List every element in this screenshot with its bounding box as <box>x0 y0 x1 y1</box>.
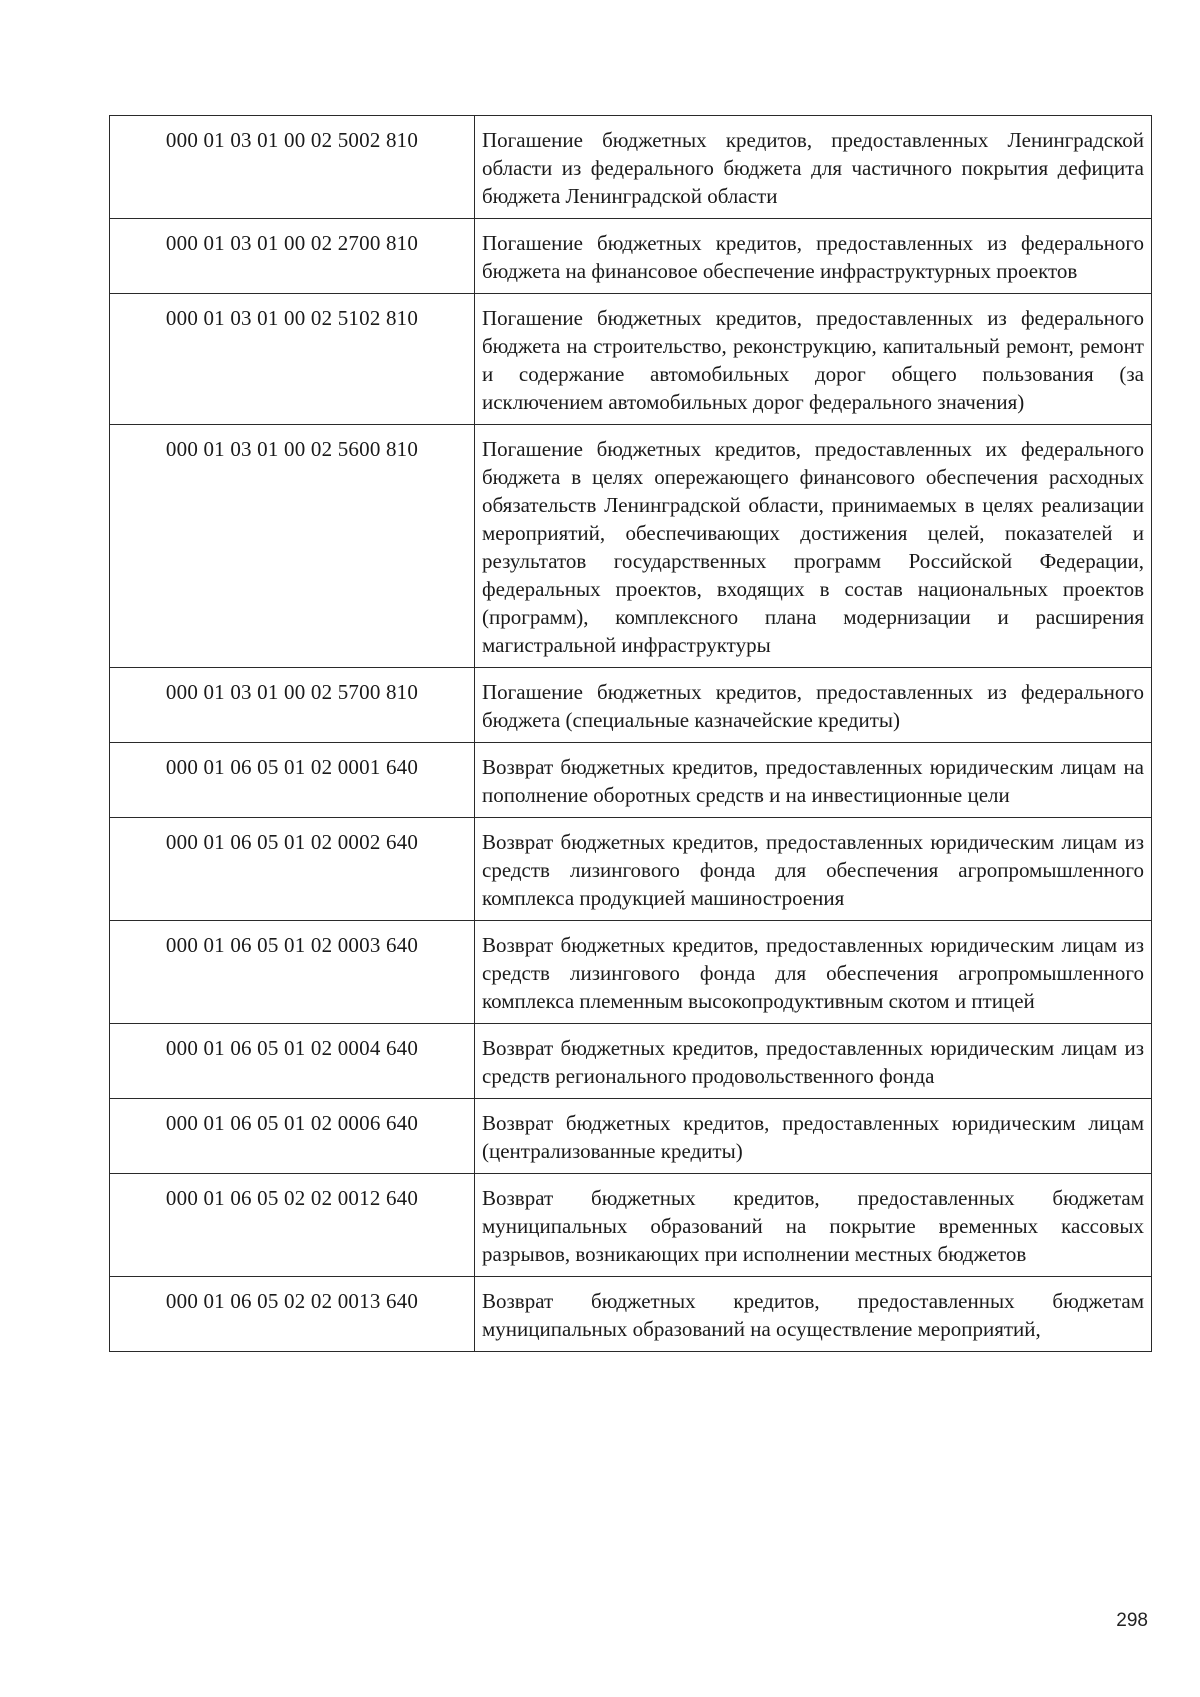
code-cell: 000 01 06 05 01 02 0002 640 <box>110 818 475 921</box>
description-cell: Возврат бюджетных кредитов, предоставленных юридическим лицам (централизованные кредиты) <box>475 1099 1152 1174</box>
table-row <box>110 116 1152 219</box>
code-cell: 000 01 06 05 02 02 0012 640 <box>110 1174 475 1277</box>
budget-codes-table <box>109 115 1152 1352</box>
table-row <box>110 1024 1152 1099</box>
code-cell: 000 01 06 05 01 02 0003 640 <box>110 921 475 1024</box>
table-row <box>110 921 1152 1024</box>
description-cell: Погашение бюджетных кредитов, предоставленных из федерального бюджета на финансовое обеспечение инфраструктурных проектов <box>475 219 1152 294</box>
description-cell: Погашение бюджетных кредитов, предоставленных из федерального бюджета на строительство, реконструкцию, капитальный ремонт, ремонт и содержание автомобильных дорог общего пользования (за исключением автомобильных дорог федерального значения) <box>475 294 1152 425</box>
code-cell: 000 01 03 01 00 02 5102 810 <box>110 294 475 425</box>
table-row <box>110 219 1152 294</box>
description-cell: Погашение бюджетных кредитов, предоставленных Ленинградской области из федерального бюджета для частичного покрытия дефицита бюджета Ленинградской области <box>475 116 1152 219</box>
code-cell: 000 01 03 01 00 02 5002 810 <box>110 116 475 219</box>
code-cell: 000 01 03 01 00 02 5600 810 <box>110 425 475 668</box>
description-cell: Возврат бюджетных кредитов, предоставленных юридическим лицам из средств лизингового фонда для обеспечения агропромышленного комплекса племенным высокопродуктивным скотом и птицей <box>475 921 1152 1024</box>
code-cell: 000 01 03 01 00 02 5700 810 <box>110 668 475 743</box>
table-row <box>110 294 1152 425</box>
code-cell: 000 01 06 05 01 02 0001 640 <box>110 743 475 818</box>
description-cell: Возврат бюджетных кредитов, предоставленных юридическим лицам из средств лизингового фонда для обеспечения агропромышленного комплекса продукцией машиностроения <box>475 818 1152 921</box>
table-row <box>110 1277 1152 1352</box>
description-cell: Погашение бюджетных кредитов, предоставленных из федерального бюджета (специальные казначейские кредиты) <box>475 668 1152 743</box>
description-cell: Погашение бюджетных кредитов, предоставленных их федерального бюджета в целях опережающего финансового обеспечения расходных обязательств Ленинградской области, принимаемых в целях реализации мероприятий, обеспечивающих достижения целей, показателей и результатов государственных программ Российской Федерации, федеральных проектов, входящих в состав национальных проектов (программ), комплексного плана модернизации и расширения магистральной инфраструктуры <box>475 425 1152 668</box>
description-cell: Возврат бюджетных кредитов, предоставленных бюджетам муниципальных образований на покрытие временных кассовых разрывов, возникающих при исполнении местных бюджетов <box>475 1174 1152 1277</box>
description-cell: Возврат бюджетных кредитов, предоставленных юридическим лицам из средств регионального продовольственного фонда <box>475 1024 1152 1099</box>
code-cell: 000 01 06 05 02 02 0013 640 <box>110 1277 475 1352</box>
code-cell: 000 01 03 01 00 02 2700 810 <box>110 219 475 294</box>
table-row <box>110 425 1152 668</box>
description-cell: Возврат бюджетных кредитов, предоставленных юридическим лицам на пополнение оборотных средств и на инвестиционные цели <box>475 743 1152 818</box>
table-row <box>110 1099 1152 1174</box>
code-cell: 000 01 06 05 01 02 0004 640 <box>110 1024 475 1099</box>
code-cell: 000 01 06 05 01 02 0006 640 <box>110 1099 475 1174</box>
table-row <box>110 743 1152 818</box>
table-row <box>110 1174 1152 1277</box>
table-row <box>110 668 1152 743</box>
table-row <box>110 818 1152 921</box>
description-cell: Возврат бюджетных кредитов, предоставленных бюджетам муниципальных образований на осуществление мероприятий, <box>475 1277 1152 1352</box>
page-number: 298 <box>1116 1610 1148 1631</box>
